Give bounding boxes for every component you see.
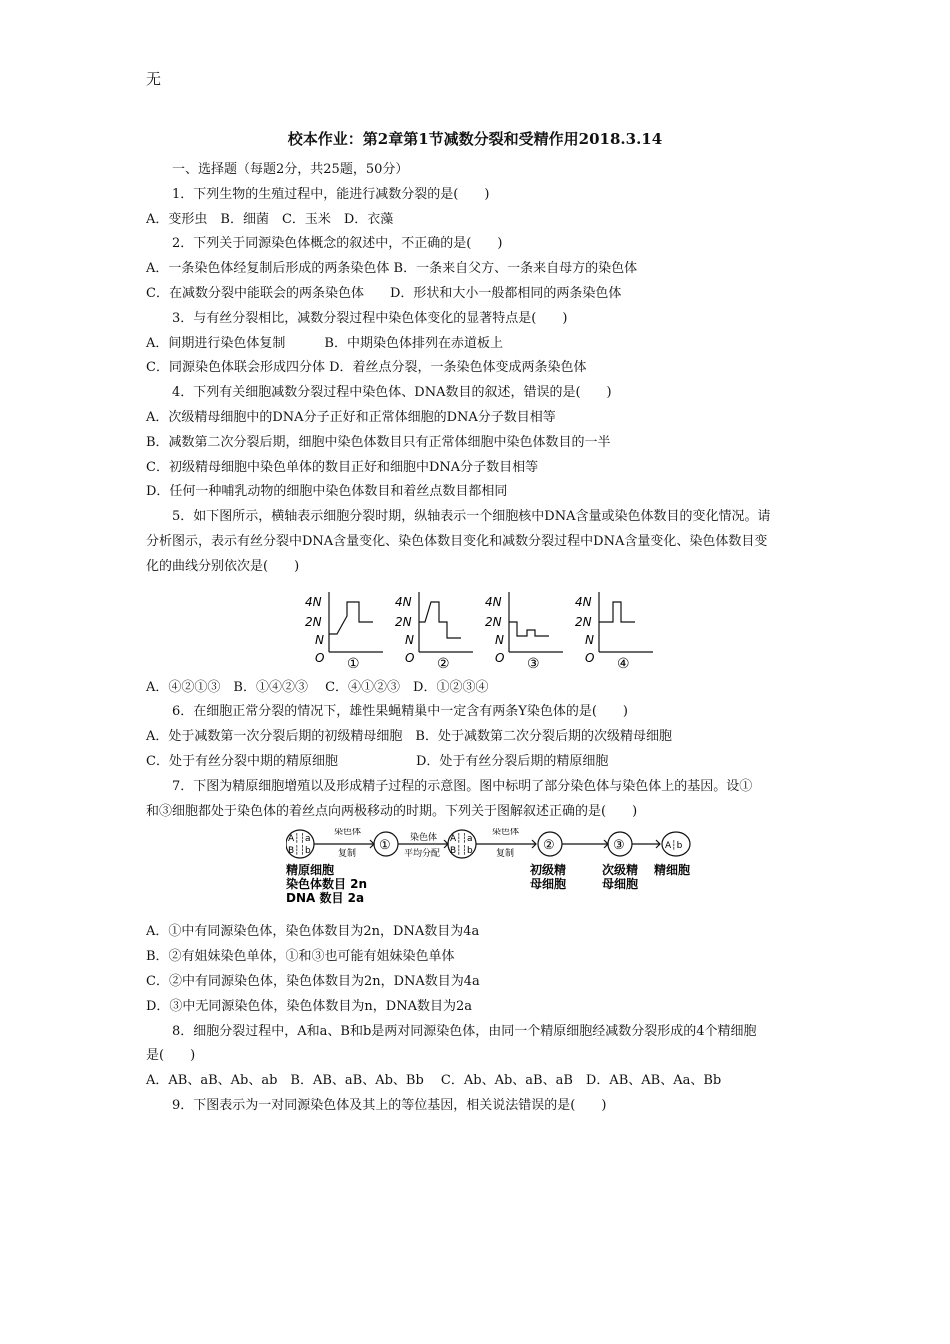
cell-top-genes: A┆┆a [450,834,473,845]
q1-stem: 1．下列生物的生殖过程中，能进行减数分裂的是( ) [172,186,490,202]
q5-graphs [146,586,810,672]
q8-stem-line2: 是( ) [146,1048,196,1064]
q7-option-b: B．②有姐妹染色单体，①和③也可能有姐妹染色单体 [146,949,455,965]
q2-stem: 2．下列关于同源染色体概念的叙述中，不正确的是( ) [172,236,503,252]
origin-cell-bottom: B┆┆b [288,846,311,857]
sperm-genes: A┆b [665,841,683,852]
y-label-n: N [585,632,594,647]
label-primary-1: 初级精 [530,863,567,878]
q5-stem-line3: 化的曲线分别依次是( ) [146,558,300,574]
q5-graph-3 [483,586,563,672]
q1-options: A．变形虫 B．细菌 C．玉米 D．衣藻 [146,211,394,227]
label-secondary-2: 母细胞 [602,877,639,892]
q7-option-c: C．②中有同源染色体，染色体数目为2n，DNA数目为4a [146,973,480,989]
q4-option-b: B．减数第二次分裂后期，细胞中染色体数目只有正常体细胞中染色体数目的一半 [146,434,611,450]
label-sperm: 精细胞 [654,863,691,878]
q4-option-c: C．初级精母细胞中染色单体的数目正好和细胞中DNA分子数目相等 [146,459,539,475]
page-title: 校本作业：第2章第1节减数分裂和受精作用2018.3.14 [287,130,663,148]
q7-option-a: A．①中有同源染色体，染色体数目为2n，DNA数目为4a [146,924,480,940]
y-label-4n: 4N [305,594,322,609]
q7-diagram [286,828,716,914]
origin-label-3: DNA 数目 2a [286,891,365,906]
q6-stem: 6．在细胞正常分裂的情况下，雄性果蝇精巢中一定含有两条Y染色体的是( ) [172,704,628,720]
q5-options: A．④②①③ B．①④②③ C．④①②③ D．①②③④ [146,679,489,695]
q5-stem-line2: 分析图示，表示有丝分裂中DNA含量变化、染色体数目变化和减数分裂过程中DNA含量变化、染色体数目变 [146,533,768,549]
q4-stem: 4．下列有关细胞减数分裂过程中染色体、DNA数目的叙述，错误的是( ) [172,385,612,401]
y-label-4n: 4N [575,594,592,609]
arrow3-label-top: 染色体 [492,828,520,838]
arrow2-label-bottom: 平均分配 [404,849,441,860]
graph-label-2: ② [437,655,450,672]
y-label-o: O [315,650,325,665]
q6-options-cd: C．处于有丝分裂中期的精原细胞 D．处于有丝分裂后期的精原细胞 [146,753,609,769]
y-label-o: O [585,650,595,665]
y-label-4n: 4N [485,594,502,609]
q4-option-a: A．次级精母细胞中的DNA分子正好和正常体细胞的DNA分子数目相等 [146,409,556,425]
arrow2-label-top: 染色体 [410,833,438,844]
section-heading: 一、选择题（每题2分，共25题，50分） [172,162,409,177]
arrow1-label-top: 染色体 [334,828,362,838]
graph-label-4: ④ [617,655,630,672]
q3-stem: 3．与有丝分裂相比，减数分裂过程中染色体变化的显著特点是( ) [172,310,568,326]
y-label-o: O [405,650,415,665]
cell-2-label: ② [543,838,555,854]
arrow3-label-bottom: 复制 [496,849,515,860]
q7-stem-line1: 7．下图为精原细胞增殖以及形成精子过程的示意图。图中标明了部分染色体与染色体上的基因。设① [172,778,753,794]
q3-options-ab: A．间期进行染色体复制 B．中期染色体排列在赤道板上 [146,335,503,351]
q2-options-cd: C．在减数分裂中能联会的两条染色体 D．形状和大小一般都相同的两条染色体 [146,285,622,301]
y-label-o: O [495,650,505,665]
q5-graph-2 [393,586,473,672]
origin-label-2: 染色体数目 2n [286,877,368,892]
q7-stem-line2: 和③细胞都处于染色体的着丝点向两极移动的时期。下列关于图解叙述正确的是( ) [146,803,638,819]
q8-stem-line1: 8．细胞分裂过程中，A和a、B和b是两对同源染色体，由同一个精原细胞经减数分裂形成的4个精细胞 [172,1023,757,1039]
q7-option-d: D．③中无同源染色体，染色体数目为n，DNA数目为2a [146,998,473,1014]
cell-bottom-genes: B┆┆b [450,846,473,857]
label-secondary-1: 次级精 [602,863,639,878]
graph-label-1: ① [347,655,360,672]
y-label-2n: 2N [485,614,502,629]
q5-graph-4 [573,586,653,672]
y-label-n: N [405,632,414,647]
q9-stem: 9．下图表示为一对同源染色体及其上的等位基因，相关说法错误的是( ) [172,1097,607,1113]
origin-cell-top: A┆┆a [288,834,311,845]
page-header: 无 [146,70,162,88]
q5-stem-line1: 5．如下图所示，横轴表示细胞分裂时期，纵轴表示一个细胞核中DNA含量或染色体数目的变化情况。请 [172,509,771,525]
graph-label-3: ③ [527,655,540,672]
arrow1-label-bottom: 复制 [338,849,357,860]
label-primary-2: 母细胞 [530,877,567,892]
q2-options-ab: A．一条染色体经复制后形成的两条染色体 B．一条来自父方、一条来自母方的染色体 [146,261,638,277]
q4-option-d: D．任何一种哺乳动物的细胞中染色体数目和着丝点数目都相同 [146,484,508,500]
y-label-n: N [315,632,324,647]
y-label-2n: 2N [575,614,592,629]
q3-options-cd: C．同源染色体联会形成四分体 D．着丝点分裂，一条染色体变成两条染色体 [146,360,587,376]
q8-options: A．AB、aB、Ab、ab B．AB、aB、Ab、Bb C．Ab、Ab、aB、aB D．AB、AB、Aa、Bb [146,1073,722,1089]
cell-1-label: ① [379,838,391,854]
y-label-2n: 2N [305,614,322,629]
origin-label-1: 精原细胞 [286,863,335,878]
q6-options-ab: A．处于减数第一次分裂后期的初级精母细胞 B．处于减数第二次分裂后期的次级精母细胞 [146,729,672,745]
y-label-4n: 4N [395,594,412,609]
y-label-n: N [495,632,504,647]
q5-graph-1 [303,586,383,672]
cell-3-label: ③ [613,838,625,854]
question-list [146,158,810,1119]
y-label-2n: 2N [395,614,412,629]
